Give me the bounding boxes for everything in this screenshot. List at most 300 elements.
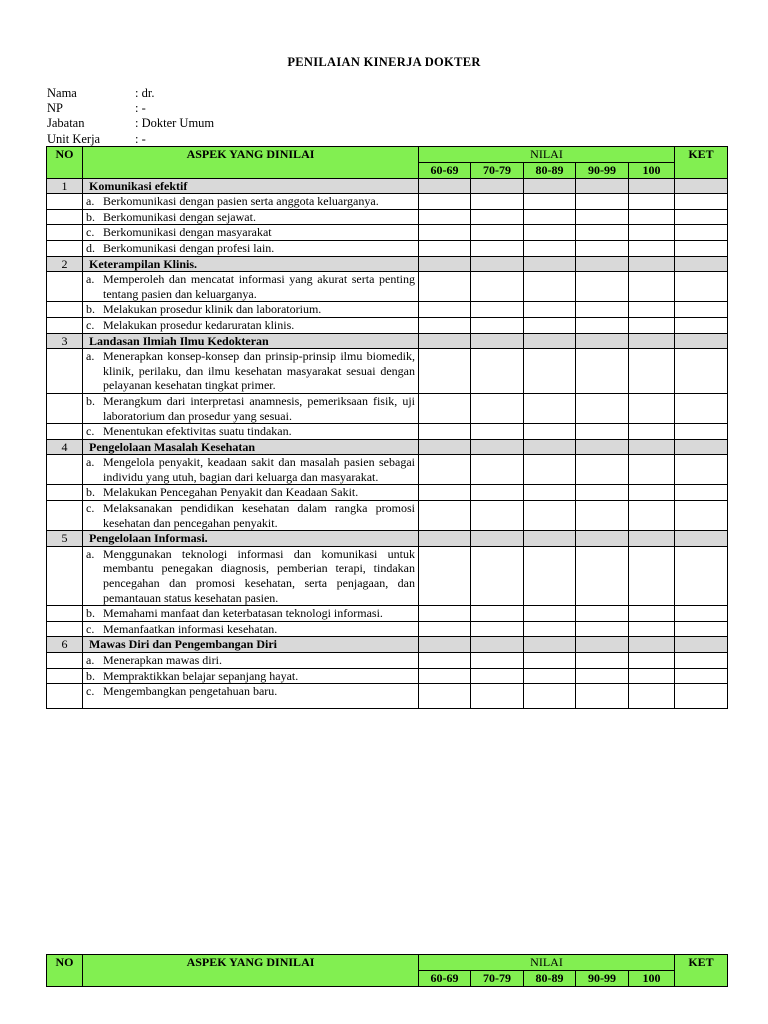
score-cell[interactable] — [419, 546, 471, 605]
repeated-header-table — [46, 954, 728, 987]
score-cell — [576, 178, 629, 194]
score-cell[interactable] — [524, 302, 576, 318]
item-description-cell — [83, 393, 419, 423]
item-text: Menerapkan mawas diri. — [103, 653, 222, 667]
score-cell[interactable] — [629, 194, 675, 210]
ket-cell — [675, 333, 728, 349]
item-description-cell — [83, 302, 419, 318]
range-90-99: 90-99 — [576, 163, 629, 179]
score-cell[interactable] — [576, 653, 629, 669]
ket-cell[interactable] — [675, 272, 728, 302]
identity-label: NP — [47, 101, 63, 116]
identity-value: : - — [135, 101, 146, 116]
list-item — [86, 501, 415, 530]
item-text: Berkomunikasi dengan pasien serta anggota keluarganya. — [103, 194, 379, 209]
item-number-cell — [47, 606, 83, 622]
score-cell[interactable] — [576, 684, 629, 709]
score-cell — [419, 531, 471, 547]
score-cell[interactable] — [471, 393, 524, 423]
score-cell — [471, 439, 524, 455]
score-cell[interactable] — [419, 606, 471, 622]
item-number-cell — [47, 455, 83, 485]
ket-cell[interactable] — [675, 424, 728, 440]
score-cell[interactable] — [419, 240, 471, 256]
score-cell[interactable] — [471, 209, 524, 225]
ket-cell[interactable] — [675, 393, 728, 423]
section-number: 4 — [47, 439, 83, 455]
identity-label: Nama — [47, 86, 77, 100]
score-cell[interactable] — [576, 272, 629, 302]
section-number: 6 — [47, 637, 83, 653]
item-text: Mengelola penyakit, keadaan sakit dan masalah pasien sebagai individu yang utuh, bagian dari keluarga dan masyarakat. — [103, 455, 415, 484]
item-letter: c. — [86, 621, 95, 636]
item-number-cell — [47, 668, 83, 684]
item-row — [47, 225, 728, 241]
score-cell[interactable] — [524, 455, 576, 485]
header-row — [47, 147, 728, 163]
score-cell[interactable] — [524, 606, 576, 622]
item-row — [47, 485, 728, 501]
section-row — [47, 637, 728, 653]
item-row — [47, 272, 728, 302]
section-number: 3 — [47, 333, 83, 349]
score-cell[interactable] — [471, 317, 524, 333]
item-number-cell — [47, 302, 83, 318]
item-text: Berkomunikasi dengan profesi lain. — [103, 240, 275, 255]
score-cell[interactable] — [524, 621, 576, 637]
score-cell — [576, 637, 629, 653]
document-title: PENILAIAN KINERJA DOKTER — [287, 55, 481, 69]
score-cell[interactable] — [471, 240, 524, 256]
score-cell[interactable] — [471, 272, 524, 302]
header-nilai: NILAI — [419, 955, 675, 971]
range-90-99: 90-99 — [576, 971, 629, 987]
score-cell — [576, 333, 629, 349]
item-letter: c. — [86, 424, 95, 439]
ket-cell[interactable] — [675, 606, 728, 622]
score-cell[interactable] — [419, 455, 471, 485]
list-item — [86, 669, 415, 684]
score-cell[interactable] — [419, 424, 471, 440]
list-item — [86, 349, 415, 393]
score-cell — [471, 256, 524, 272]
item-text: Berkomunikasi dengan masyarakat — [103, 225, 272, 240]
score-cell[interactable] — [576, 209, 629, 225]
item-row — [47, 424, 728, 440]
score-cell — [524, 439, 576, 455]
item-letter: a. — [86, 455, 95, 470]
score-cell[interactable] — [524, 653, 576, 669]
identity-value: : - — [135, 131, 146, 146]
item-row — [47, 653, 728, 669]
score-cell[interactable] — [524, 501, 576, 531]
score-cell[interactable] — [629, 349, 675, 394]
score-cell — [524, 256, 576, 272]
item-letter: c. — [86, 317, 95, 332]
score-cell[interactable] — [576, 240, 629, 256]
score-cell[interactable] — [524, 194, 576, 210]
score-cell[interactable] — [576, 546, 629, 605]
list-item — [86, 318, 415, 333]
ket-cell — [675, 178, 728, 194]
item-letter: c. — [86, 225, 95, 240]
score-cell — [524, 178, 576, 194]
score-cell[interactable] — [524, 684, 576, 709]
score-cell[interactable] — [419, 501, 471, 531]
item-description-cell — [83, 684, 419, 709]
score-cell[interactable] — [629, 393, 675, 423]
range-80-89: 80-89 — [524, 163, 576, 179]
score-cell[interactable] — [629, 240, 675, 256]
item-text: Berkomunikasi dengan sejawat. — [103, 209, 256, 224]
score-cell[interactable] — [524, 349, 576, 394]
score-cell[interactable] — [471, 653, 524, 669]
score-cell[interactable] — [524, 393, 576, 423]
item-text: Melakukan prosedur kedaruratan klinis. — [103, 317, 295, 332]
score-cell[interactable] — [419, 302, 471, 318]
score-cell[interactable] — [629, 209, 675, 225]
item-number-cell — [47, 209, 83, 225]
score-cell[interactable] — [471, 485, 524, 501]
item-letter: b. — [86, 209, 95, 224]
item-row — [47, 393, 728, 423]
header-ket: KET — [675, 955, 728, 987]
item-number-cell — [47, 194, 83, 210]
score-cell[interactable] — [419, 653, 471, 669]
score-cell[interactable] — [419, 684, 471, 709]
item-description-cell — [83, 621, 419, 637]
item-description-cell — [83, 546, 419, 605]
score-cell — [629, 178, 675, 194]
score-cell — [471, 333, 524, 349]
list-item — [86, 394, 415, 423]
score-cell[interactable] — [471, 546, 524, 605]
item-description-cell — [83, 349, 419, 394]
score-cell — [576, 256, 629, 272]
score-cell[interactable] — [629, 272, 675, 302]
list-item — [86, 225, 415, 240]
section-row — [47, 178, 728, 194]
section-title: Pengelolaan Informasi. — [83, 531, 419, 547]
score-cell[interactable] — [576, 501, 629, 531]
ket-cell[interactable] — [675, 546, 728, 605]
ket-cell — [675, 637, 728, 653]
item-number-cell — [47, 501, 83, 531]
section-row — [47, 439, 728, 455]
score-cell[interactable] — [576, 317, 629, 333]
item-letter: c. — [86, 684, 95, 699]
score-cell[interactable] — [629, 225, 675, 241]
section-number: 2 — [47, 256, 83, 272]
score-cell[interactable] — [471, 606, 524, 622]
score-cell — [419, 439, 471, 455]
assessment-table — [46, 146, 728, 709]
section-row — [47, 531, 728, 547]
score-cell[interactable] — [524, 668, 576, 684]
score-cell[interactable] — [576, 668, 629, 684]
score-cell[interactable] — [471, 302, 524, 318]
item-letter: b. — [86, 393, 95, 408]
score-cell — [419, 256, 471, 272]
score-cell — [471, 178, 524, 194]
ket-cell[interactable] — [675, 668, 728, 684]
score-cell[interactable] — [576, 302, 629, 318]
item-text: Merangkum dari interpretasi anamnesis, pemeriksaan fisik, uji laboratorium dan prosedur yang sesuai. — [103, 393, 415, 423]
header-row — [47, 955, 728, 971]
item-letter: b. — [86, 668, 95, 683]
score-cell[interactable] — [576, 393, 629, 423]
score-cell[interactable] — [419, 621, 471, 637]
score-cell — [629, 439, 675, 455]
item-number-cell — [47, 653, 83, 669]
item-text: Melakukan Pencegahan Penyakit dan Keadaan Sakit. — [103, 485, 359, 500]
item-row — [47, 302, 728, 318]
score-cell[interactable] — [419, 393, 471, 423]
item-text: Melakukan prosedur klinik dan laboratorium. — [103, 302, 322, 317]
item-description-cell — [83, 240, 419, 256]
score-cell — [629, 256, 675, 272]
item-number-cell — [47, 621, 83, 637]
score-cell — [629, 333, 675, 349]
item-letter: a. — [86, 653, 95, 667]
score-cell[interactable] — [471, 668, 524, 684]
score-cell[interactable] — [524, 424, 576, 440]
item-row — [47, 606, 728, 622]
score-cell[interactable] — [524, 225, 576, 241]
item-letter: b. — [86, 606, 95, 621]
item-number-cell — [47, 240, 83, 256]
ket-cell — [675, 439, 728, 455]
score-cell[interactable] — [419, 317, 471, 333]
item-text: Menerapkan konsep-konsep dan prinsip-prinsip ilmu biomedik, klinik, perilaku, dan ilmu kesehatan masyarakat sesuai dengan pelayanan kesehatan tingkat primer. — [103, 349, 415, 393]
section-title: Pengelolaan Masalah Kesehatan — [83, 439, 419, 455]
score-cell[interactable] — [576, 225, 629, 241]
ket-cell[interactable] — [675, 240, 728, 256]
item-number-cell — [47, 546, 83, 605]
section-number: 1 — [47, 178, 83, 194]
score-cell[interactable] — [629, 606, 675, 622]
item-row — [47, 194, 728, 210]
ket-cell[interactable] — [675, 317, 728, 333]
item-description-cell — [83, 668, 419, 684]
list-item — [86, 653, 415, 668]
score-cell[interactable] — [576, 606, 629, 622]
item-row — [47, 240, 728, 256]
score-cell[interactable] — [576, 455, 629, 485]
item-letter: a. — [86, 194, 95, 209]
range-60-69: 60-69 — [419, 971, 471, 987]
item-row — [47, 684, 728, 709]
score-cell[interactable] — [524, 209, 576, 225]
item-text: Mengembangkan pengetahuan baru. — [103, 684, 278, 699]
section-row — [47, 333, 728, 349]
ket-cell[interactable] — [675, 194, 728, 210]
score-cell[interactable] — [629, 621, 675, 637]
item-letter: a. — [86, 349, 95, 364]
score-cell[interactable] — [419, 225, 471, 241]
ket-cell — [675, 256, 728, 272]
item-number-cell — [47, 272, 83, 302]
identity-block — [47, 86, 214, 147]
item-number-cell — [47, 485, 83, 501]
score-cell — [524, 637, 576, 653]
score-cell — [524, 333, 576, 349]
ket-cell[interactable] — [675, 302, 728, 318]
score-cell — [419, 333, 471, 349]
identity-row-nama — [47, 86, 214, 101]
item-text: Melaksanakan pendidikan kesehatan dalam rangka promosi kesehatan dan pencegahan penyakit. — [103, 501, 415, 530]
item-letter: c. — [86, 501, 95, 516]
item-number-cell — [47, 225, 83, 241]
identity-row-unit-kerja — [47, 132, 214, 147]
header-aspect: ASPEK YANG DINILAI — [83, 955, 419, 987]
ket-cell — [675, 531, 728, 547]
item-row — [47, 349, 728, 394]
range-60-69: 60-69 — [419, 163, 471, 179]
score-cell[interactable] — [629, 424, 675, 440]
score-cell[interactable] — [576, 621, 629, 637]
list-item — [86, 455, 415, 484]
header-no: NO — [47, 147, 83, 179]
item-row — [47, 209, 728, 225]
item-row — [47, 317, 728, 333]
item-description-cell — [83, 225, 419, 241]
item-description-cell — [83, 606, 419, 622]
item-text: Menggunakan teknologi informasi dan komunikasi untuk membantu penegakan diagnosis, pemberian terapi, tindakan pencegahan dan promosi kesehatan, serta penjagaan, dan pemantauan status kesehatan pasien. — [103, 546, 415, 605]
identity-row-jabatan — [47, 116, 214, 131]
score-cell[interactable] — [629, 668, 675, 684]
item-letter: d. — [86, 240, 95, 255]
score-cell[interactable] — [524, 546, 576, 605]
score-cell[interactable] — [471, 225, 524, 241]
score-cell[interactable] — [419, 485, 471, 501]
item-text: Memahami manfaat dan keterbatasan teknologi informasi. — [103, 606, 383, 621]
identity-value: : dr. — [135, 86, 155, 100]
score-cell[interactable] — [576, 485, 629, 501]
score-cell[interactable] — [471, 501, 524, 531]
item-row — [47, 546, 728, 605]
ket-cell[interactable] — [675, 684, 728, 709]
item-text: Memperoleh dan mencatat informasi yang akurat serta penting tentang pasien dan keluarganya. — [103, 272, 415, 301]
score-cell[interactable] — [629, 302, 675, 318]
item-letter: b. — [86, 302, 95, 317]
score-cell[interactable] — [471, 424, 524, 440]
score-cell[interactable] — [419, 209, 471, 225]
header-ket: KET — [675, 147, 728, 179]
score-cell[interactable] — [629, 501, 675, 531]
score-cell[interactable] — [419, 194, 471, 210]
score-cell — [419, 637, 471, 653]
list-item — [86, 606, 415, 621]
item-number-cell — [47, 684, 83, 709]
item-number-cell — [47, 393, 83, 423]
ket-cell[interactable] — [675, 653, 728, 669]
range-100: 100 — [629, 971, 675, 987]
score-cell[interactable] — [629, 546, 675, 605]
item-number-cell — [47, 317, 83, 333]
range-80-89: 80-89 — [524, 971, 576, 987]
range-70-79: 70-79 — [471, 971, 524, 987]
item-letter: b. — [86, 485, 95, 500]
score-cell[interactable] — [419, 272, 471, 302]
section-title: Mawas Diri dan Pengembangan Diri — [83, 637, 419, 653]
range-70-79: 70-79 — [471, 163, 524, 179]
section-title: Keterampilan Klinis. — [83, 256, 419, 272]
score-cell[interactable] — [471, 621, 524, 637]
item-description-cell — [83, 317, 419, 333]
score-cell[interactable] — [629, 684, 675, 709]
score-cell[interactable] — [629, 317, 675, 333]
list-item — [86, 622, 415, 637]
ket-cell[interactable] — [675, 621, 728, 637]
score-cell[interactable] — [524, 240, 576, 256]
score-cell — [471, 637, 524, 653]
list-item — [86, 684, 415, 699]
score-cell[interactable] — [629, 485, 675, 501]
item-description-cell — [83, 455, 419, 485]
score-cell[interactable] — [471, 455, 524, 485]
ket-cell[interactable] — [675, 485, 728, 501]
score-cell[interactable] — [419, 349, 471, 394]
score-cell[interactable] — [629, 455, 675, 485]
ket-cell[interactable] — [675, 349, 728, 394]
item-text: Memanfaatkan informasi kesehatan. — [103, 621, 278, 636]
list-item — [86, 210, 415, 225]
score-cell[interactable] — [471, 349, 524, 394]
score-cell — [419, 178, 471, 194]
ket-cell[interactable] — [675, 501, 728, 531]
item-text: Menentukan efektivitas suatu tindakan. — [103, 424, 292, 439]
ket-cell[interactable] — [675, 209, 728, 225]
ket-cell[interactable] — [675, 455, 728, 485]
item-row — [47, 455, 728, 485]
item-description-cell — [83, 501, 419, 531]
list-item — [86, 485, 415, 500]
score-cell[interactable] — [576, 424, 629, 440]
list-item — [86, 194, 415, 209]
score-cell[interactable] — [471, 194, 524, 210]
score-cell[interactable] — [471, 684, 524, 709]
score-cell[interactable] — [629, 653, 675, 669]
item-text: Mempraktikkan belajar sepanjang hayat. — [103, 668, 299, 683]
item-description-cell — [83, 653, 419, 669]
item-row — [47, 501, 728, 531]
item-number-cell — [47, 349, 83, 394]
section-title: Komunikasi efektif — [83, 178, 419, 194]
list-item — [86, 302, 415, 317]
section-number: 5 — [47, 531, 83, 547]
ket-cell[interactable] — [675, 225, 728, 241]
identity-row-np — [47, 101, 214, 116]
item-description-cell — [83, 424, 419, 440]
list-item — [86, 241, 415, 256]
score-cell[interactable] — [419, 668, 471, 684]
score-cell[interactable] — [524, 485, 576, 501]
score-cell — [471, 531, 524, 547]
range-100: 100 — [629, 163, 675, 179]
score-cell[interactable] — [576, 194, 629, 210]
score-cell[interactable] — [524, 272, 576, 302]
score-cell[interactable] — [524, 317, 576, 333]
section-row — [47, 256, 728, 272]
identity-value: : Dokter Umum — [135, 116, 215, 131]
item-description-cell — [83, 485, 419, 501]
header-aspect: ASPEK YANG DINILAI — [83, 147, 419, 179]
score-cell[interactable] — [576, 349, 629, 394]
item-number-cell — [47, 424, 83, 440]
identity-label: Jabatan — [47, 116, 85, 131]
list-item — [86, 272, 415, 301]
